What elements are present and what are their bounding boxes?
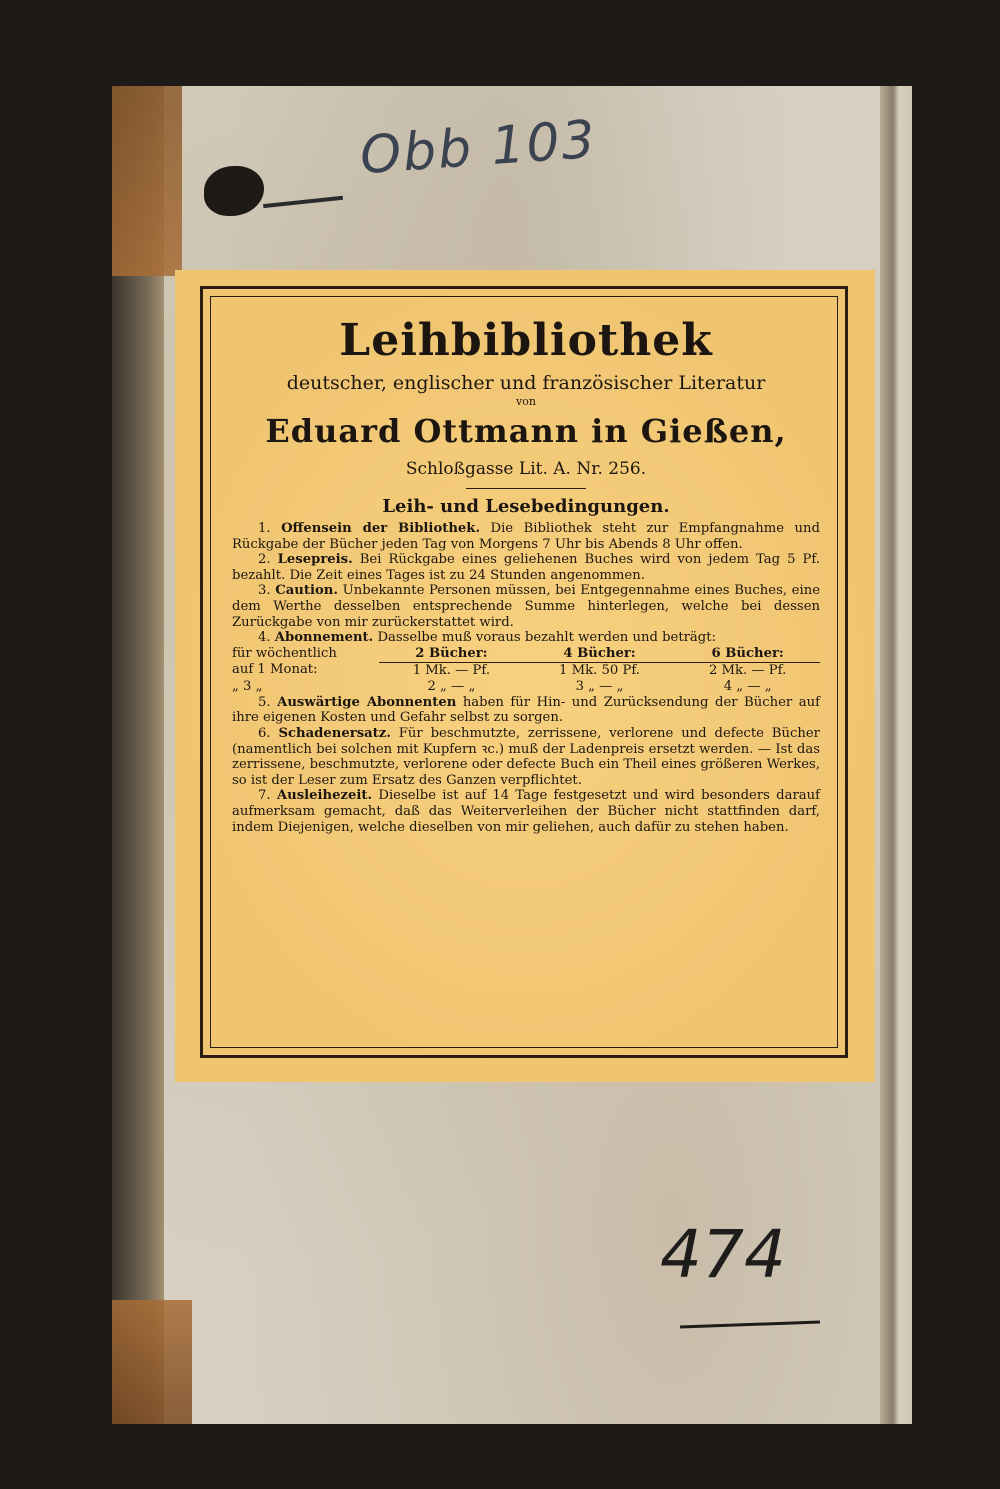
handwritten-number: 474: [660, 1216, 786, 1293]
table-cell: 4 „ — „: [723, 678, 772, 694]
label-address: Schloßgasse Lit. A. Nr. 256.: [405, 459, 647, 479]
rule-1: 1. Offensein der Bibliothek. Die Bibliothek steht zur Empfangnahme und Rückgabe der Bücher jeden Tag von Morgens 7 Uhr bis Abends 8 Uhr offen.: [232, 521, 820, 552]
handwritten-call-number: Obb 103: [358, 109, 599, 187]
table-row-label-header: für wöchentlich: [232, 645, 337, 661]
table-cell: 2 „ — „: [427, 678, 476, 694]
rule-4: 4. Abonnement. Dasselbe muß voraus bezahlt werden und beträgt:: [258, 630, 716, 646]
table-cell: 1 Mk. 50 Pf.: [559, 662, 640, 678]
label-title: Leihbibliothek: [339, 315, 713, 366]
label-von: von: [516, 395, 536, 408]
rule-6: 6. Schadenersatz. Für beschmutzte, zerrissene, verlorene und defecte Bücher (namentlich bei solchen mit Kupfern ꝛc.) muß der Ladenpreis ersetzt werden. — Ist das zerrissene, beschmutzte, verlorene oder defecte Buch ein Theil eines größeren Werkes, so ist der Leser zum Ersatz des Ganzen verpflichtet.: [232, 725, 820, 788]
table-cell: 1 Mk. — Pf.: [412, 662, 491, 678]
table-row-label: auf 1 Monat:: [232, 662, 318, 678]
table-row-label: „ 3 „: [232, 678, 263, 694]
table-cell: 2 Mk. — Pf.: [708, 662, 787, 678]
table-cell: 3 „ — „: [575, 678, 624, 694]
subscription-table: [232, 646, 820, 695]
rule-7: 7. Ausleihezeit. Dieselbe ist auf 14 Tage festgesetzt und wird besonders darauf aufmerksam gemacht, daß das Weiterverleihen der Bücher nicht stattfinden darf, indem Diejenigen, welche dieselben von mir geliehen, auch dafür zu stehen haben.: [232, 788, 820, 835]
conditions-heading: Leih- und Lesebedingungen.: [382, 496, 670, 517]
label-text: [232, 312, 820, 835]
table-col-header: 6 Bücher:: [675, 646, 820, 663]
table-col-header: 4 Bücher:: [524, 646, 675, 663]
label-owner: Eduard Ottmann in Gießen,: [265, 412, 787, 450]
leather-corner-bottom: [112, 1300, 192, 1424]
book-spine: [112, 86, 164, 1424]
divider: [466, 488, 586, 489]
rule-2: 2. Lesepreis. Bei Rückgabe eines geliehenen Buches wird von jedem Tag 5 Pf. bezahlt. Die Zeit eines Tages ist zu 24 Stunden angenommen.: [232, 552, 820, 583]
leather-corner-top: [112, 86, 182, 276]
rule-3: 3. Caution. Unbekannte Personen müssen, bei Entgegennahme eines Buches, eine dem Werthe desselben entsprechende Summe hinterlegen, welche bei dessen Zurückgabe von mir zurückerstattet wird.: [232, 583, 820, 630]
rule-5: 5. Auswärtige Abonnenten haben für Hin- und Zurücksendung der Bücher auf ihre eigenen Kosten und Gefahr selbst zu sorgen.: [232, 694, 820, 726]
page-edge: [880, 86, 912, 1424]
table-col-header: 2 Bücher:: [379, 646, 524, 663]
label-subtitle: deutscher, englischer und französischer Literatur: [286, 372, 766, 394]
